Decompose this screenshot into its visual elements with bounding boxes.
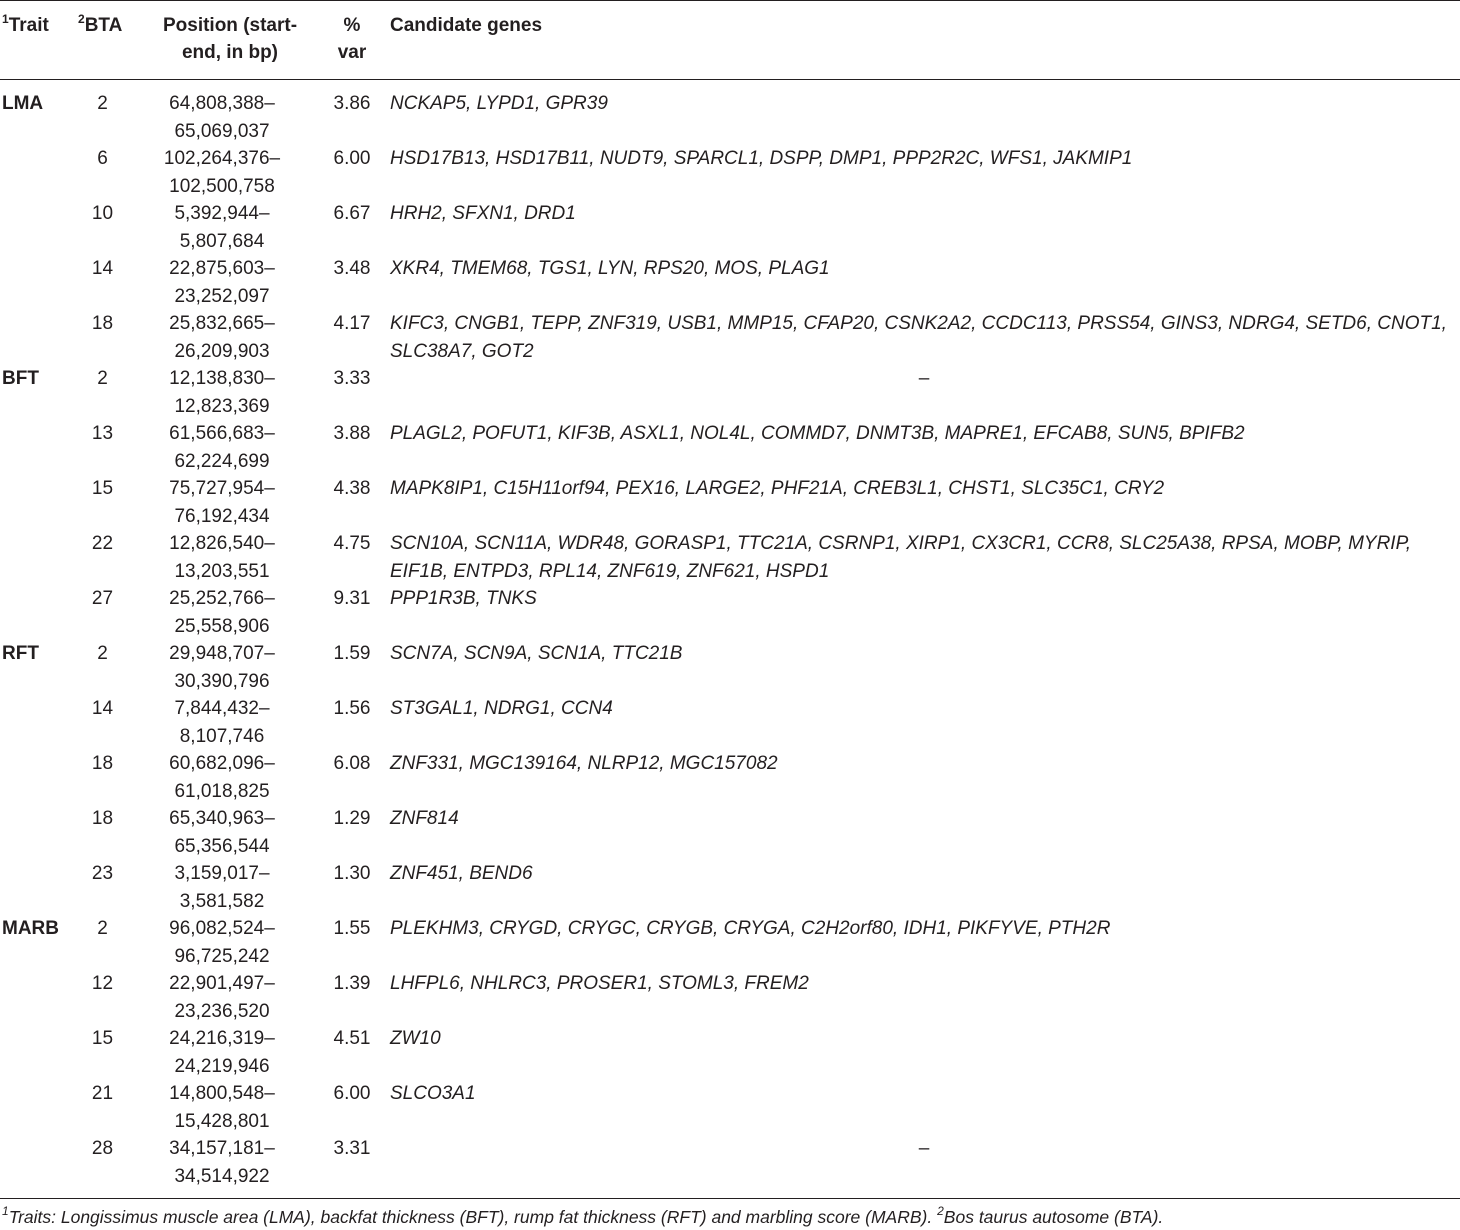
bta-cell: 13 [91,423,114,444]
table-row [0,90,1460,145]
candidate-genes-cell: XKR4, TMEM68, TGS1, LYN, RPS20, MOS, PLAG1 [390,258,830,279]
position-cell [152,530,292,585]
position-start: 102,264,376– [163,148,281,169]
position-end: 96,725,242 [174,945,270,967]
var-cell: 3.33 [333,368,371,389]
bta-cell: 22 [91,533,114,554]
bta-cell: 18 [91,808,114,829]
bta-cell: 2 [97,643,108,664]
position-cell [152,1135,292,1190]
table-row [0,695,1460,750]
table-row [0,585,1460,640]
position-start: 29,948,707– [169,643,275,664]
header-var: % var [337,15,367,63]
position-cell [152,585,292,640]
var-cell: 3.86 [333,93,371,114]
position-end: 26,209,903 [174,340,270,362]
position-cell [152,90,292,145]
position-end: 76,192,434 [174,505,270,527]
position-start: 14,800,548– [169,1083,275,1104]
bta-cell: 10 [91,203,114,224]
bta-cell: 15 [91,478,114,499]
candidate-genes-cell: HRH2, SFXN1, DRD1 [390,203,576,224]
position-start: 12,138,830– [169,368,275,389]
candidate-genes-cell: SLCO3A1 [390,1083,476,1104]
table-row [0,750,1460,805]
position-cell [152,915,292,970]
bta-cell: 2 [97,918,108,939]
position-cell [152,255,292,310]
position-end: 34,514,922 [174,1165,270,1187]
table-footnote: $^1$Traits: Longissimus muscle area (LMA), backfat thickness (BFT), rump fat thickness (RFT) and marbling score (MARB). $^2$Bos taurus autosome (BTA). [2,1204,1164,1227]
table-row [0,1080,1460,1135]
candidate-genes-cell: MAPK8IP1, C15H11orf94, PEX16, LARGE2, PHF21A, CREB3L1, CHST1, SLC35C1, CRY2 [390,478,1165,499]
var-cell: 1.39 [333,973,371,994]
table-row [0,915,1460,970]
position-start: 25,252,766– [169,588,275,609]
bta-cell: 12 [91,973,114,994]
var-cell: 9.31 [333,588,371,609]
table-row [0,1135,1460,1190]
position-start: 61,566,683– [169,423,275,444]
bta-cell: 23 [91,863,114,884]
position-start: 24,216,319– [169,1028,275,1049]
position-end: 23,236,520 [174,1000,270,1022]
table-row [0,475,1460,530]
position-cell [152,200,292,255]
bta-cell: 2 [97,368,108,389]
trait-cell: RFT [2,643,39,664]
candidate-genes-cell: – [918,368,930,389]
position-cell [152,145,292,200]
bta-cell: 21 [91,1083,114,1104]
candidate-genes-cell: ZW10 [390,1028,441,1049]
var-cell: 3.31 [333,1138,371,1159]
position-start: 65,340,963– [169,808,275,829]
candidate-genes-cell: PLEKHM3, CRYGD, CRYGC, CRYGB, CRYGA, C2H2orf80, IDH1, PIKFYVE, PTH2R [390,918,1111,939]
candidate-genes-cell: SCN7A, SCN9A, SCN1A, TTC21B [390,643,683,664]
bta-cell: 2 [97,93,108,114]
candidate-genes-cell: LHFPL6, NHLRC3, PROSER1, STOML3, FREM2 [390,973,809,994]
trait-cell: LMA [2,93,44,114]
var-cell: 6.00 [333,148,371,169]
table-row [0,365,1460,420]
trait-cell: MARB [2,918,59,939]
position-end: 12,823,369 [174,395,270,417]
position-end: 61,018,825 [174,780,270,802]
candidate-genes-cell: SCN10A, SCN11A, WDR48, GORASP1, TTC21A, CSRNP1, XIRP1, CX3CR1, CCR8, SLC25A38, RPSA, MOBP, MYRIP, EIF1B, ENTPD3, RPL14, ZNF619, ZNF621, HSPD1 [390,533,1412,582]
position-start: 22,875,603– [169,258,275,279]
position-cell [152,365,292,420]
var-cell: 3.48 [333,258,371,279]
var-cell: 6.08 [333,753,371,774]
bta-cell: 28 [91,1138,114,1159]
candidate-genes-cell: PPP1R3B, TNKS [390,588,537,609]
table-row [0,860,1460,915]
position-cell [152,420,292,475]
position-start: 75,727,954– [169,478,275,499]
position-end: 62,224,699 [174,450,270,472]
header-candidate-genes: Candidate genes [390,15,543,36]
table-row [0,310,1460,365]
position-end: 8,107,746 [179,725,265,747]
position-start: 25,832,665– [169,313,275,334]
var-cell: 6.00 [333,1083,371,1104]
var-cell: 4.38 [333,478,371,499]
header-bta: $^2$BTA [78,11,123,36]
position-end: 13,203,551 [174,560,270,582]
var-cell: 1.30 [333,863,371,884]
table-row [0,640,1460,695]
candidate-genes-cell: ZNF451, BEND6 [390,863,533,884]
table-row [0,145,1460,200]
position-start: 22,901,497– [169,973,275,994]
position-cell [152,970,292,1025]
bta-cell: 27 [91,588,114,609]
candidate-genes-cell: KIFC3, CNGB1, TEPP, ZNF319, USB1, MMP15, CFAP20, CSNK2A2, CCDC113, PRSS54, GINS3, NDRG4, SETD6, CNOT1, SLC38A7, GOT2 [390,313,1447,362]
bta-cell: 18 [91,753,114,774]
position-end: 102,500,758 [169,175,275,197]
bta-cell: 18 [91,313,114,334]
position-end: 15,428,801 [174,1110,270,1132]
bta-cell: 6 [97,148,108,169]
position-start: 12,826,540– [169,533,275,554]
position-cell [152,1025,292,1080]
bta-cell: 14 [91,258,114,279]
var-cell: 4.17 [333,313,371,334]
table-bottom-rule [0,1198,1460,1199]
trait-cell: BFT [2,368,39,389]
position-cell [152,805,292,860]
var-cell: 6.67 [333,203,371,224]
position-start: 64,808,388– [169,93,275,114]
header-rule [0,79,1460,80]
var-cell: 4.51 [333,1028,371,1049]
position-end: 23,252,097 [174,285,270,307]
position-cell [152,750,292,805]
var-cell: 3.88 [333,423,371,444]
position-end: 30,390,796 [174,670,270,692]
candidate-genes-cell: ST3GAL1, NDRG1, CCN4 [390,698,613,719]
position-start: 60,682,096– [169,753,275,774]
position-start: 7,844,432– [174,698,270,719]
var-cell: 1.55 [333,918,371,939]
bta-cell: 14 [91,698,114,719]
position-cell [152,860,292,915]
position-cell [152,695,292,750]
position-end: 65,356,544 [174,835,270,857]
position-end: 24,219,946 [174,1055,270,1077]
table-row [0,420,1460,475]
position-end: 5,807,684 [179,230,265,252]
table-top-rule [0,0,1460,1]
position-end: 3,581,582 [179,890,265,912]
table-row [0,530,1460,585]
header-position: Position (start- end, in bp) [162,15,298,63]
var-cell: 1.59 [333,643,371,664]
var-cell: 1.56 [333,698,371,719]
position-start: 34,157,181– [169,1138,275,1159]
var-cell: 4.75 [333,533,371,554]
candidate-genes-cell: ZNF814 [390,808,459,829]
position-start: 5,392,944– [174,203,270,224]
table-row [0,805,1460,860]
candidate-genes-cell: NCKAP5, LYPD1, GPR39 [390,93,608,114]
candidate-genes-cell: PLAGL2, POFUT1, KIF3B, ASXL1, NOL4L, COMMD7, DNMT3B, MAPRE1, EFCAB8, SUN5, BPIFB2 [390,423,1245,444]
var-cell: 1.29 [333,808,371,829]
position-cell [152,475,292,530]
position-cell [152,1080,292,1135]
header-trait: $^1$Trait [2,11,49,36]
bta-cell: 15 [91,1028,114,1049]
position-end: 65,069,037 [174,120,270,142]
position-end: 25,558,906 [174,615,270,637]
candidate-genes-cell: – [918,1138,930,1159]
position-start: 3,159,017– [174,863,270,884]
position-cell [152,640,292,695]
candidate-genes-cell: HSD17B13, HSD17B11, NUDT9, SPARCL1, DSPP, DMP1, PPP2R2C, WFS1, JAKMIP1 [390,148,1133,169]
candidate-genes-cell: ZNF331, MGC139164, NLRP12, MGC157082 [390,753,778,774]
table-row [0,1025,1460,1080]
table-row [0,200,1460,255]
table-row [0,255,1460,310]
table-row [0,970,1460,1025]
position-start: 96,082,524– [169,918,275,939]
position-cell [152,310,292,365]
